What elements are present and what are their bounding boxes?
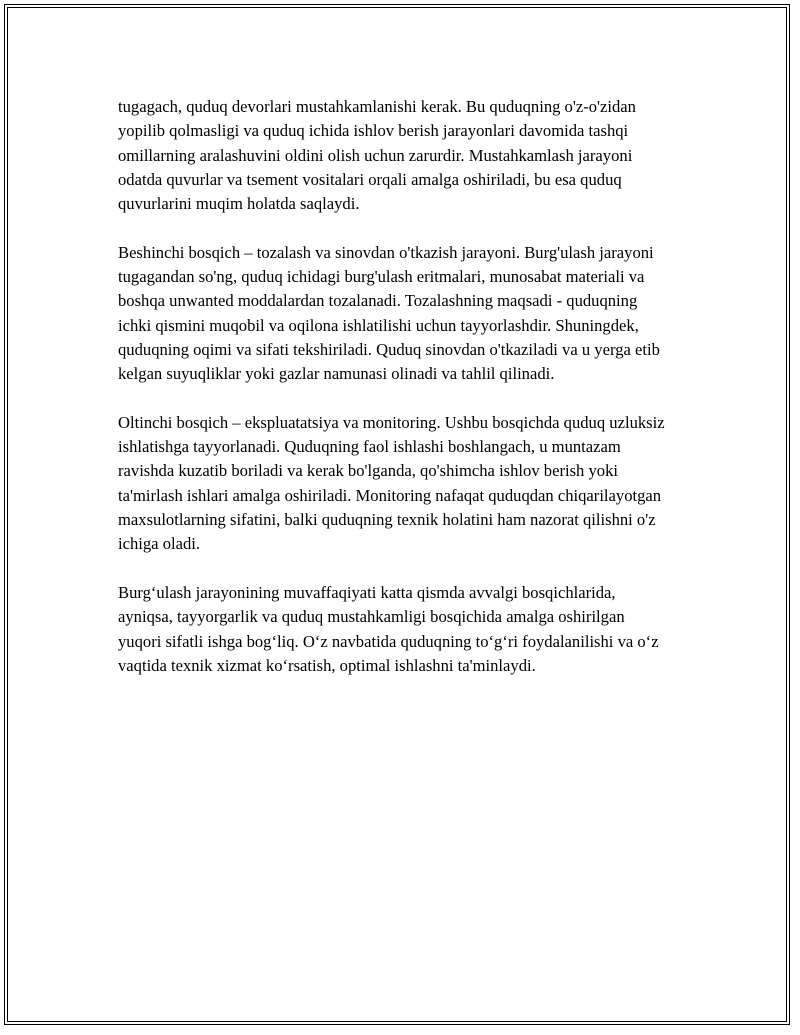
document-body bbox=[118, 95, 666, 702]
paragraph-4: Burg‘ulash jarayonining muvaffaqiyati katta qismda avvalgi bosqichlarida, ayniqsa, tayyorgarlik va quduq mustahkamligi bosqichida amalga oshirilgan yuqori sifatli ishga bog‘liq. O‘z navbatida quduqning to‘g‘ri foydalanilishi va o‘z vaqtida texnik xizmat ko‘rsatish, optimal ishlashni ta'minlaydi. bbox=[118, 582, 659, 675]
paragraph-2: Beshinchi bosqich – tozalash va sinovdan o'tkazish jarayoni. Burg'ulash jarayoni tugagandan so'ng, quduq ichidagi burg'ulash eritmalari, munosabat materiali va boshqa unwanted moddalardan tozalanadi. Tozalashning maqsadi - quduqning ichki qismini muqobil va oqilona ishlatilishi uchun tayyorlashdir. Shuningdek, quduqning oqimi va sifati tekshiriladi. Quduq sinovdan o'tkaziladi va u yerga etib kelgan suyuqliklar yoki gazlar namunasi olinadi va tahlil qilinadi. bbox=[118, 242, 660, 384]
paragraph-1: tugagach, quduq devorlari mustahkamlanishi kerak. Bu quduqning o'z-o'zidan yopilib qolmasligi va quduq ichida ishlov berish jarayonlari davomida tashqi omillarning aralashuvini oldini olish uchun zarurdir. Mustahkamlash jarayoni odatda quvurlar va tsement vositalari orqali amalga oshiriladi, bu esa quduq quvurlarini muqim holatda saqlaydi. bbox=[118, 97, 636, 214]
paragraph-3: Oltinchi bosqich – ekspluatatsiya va monitoring. Ushbu bosqichda quduq uzluksiz ishlatishga tayyorlanadi. Quduqning faol ishlashi boshlangach, u muntazam ravishda kuzatib boriladi va kerak bo'lganda, qo'shimcha ishlov berish yoki ta'mirlash ishlari amalga oshiriladi. Monitoring nafaqat quduqdan chiqarilayotgan maxsulotlarning sifatini, balki quduqning texnik holatini ham nazorat qilishni o'z ichiga oladi. bbox=[118, 412, 665, 554]
